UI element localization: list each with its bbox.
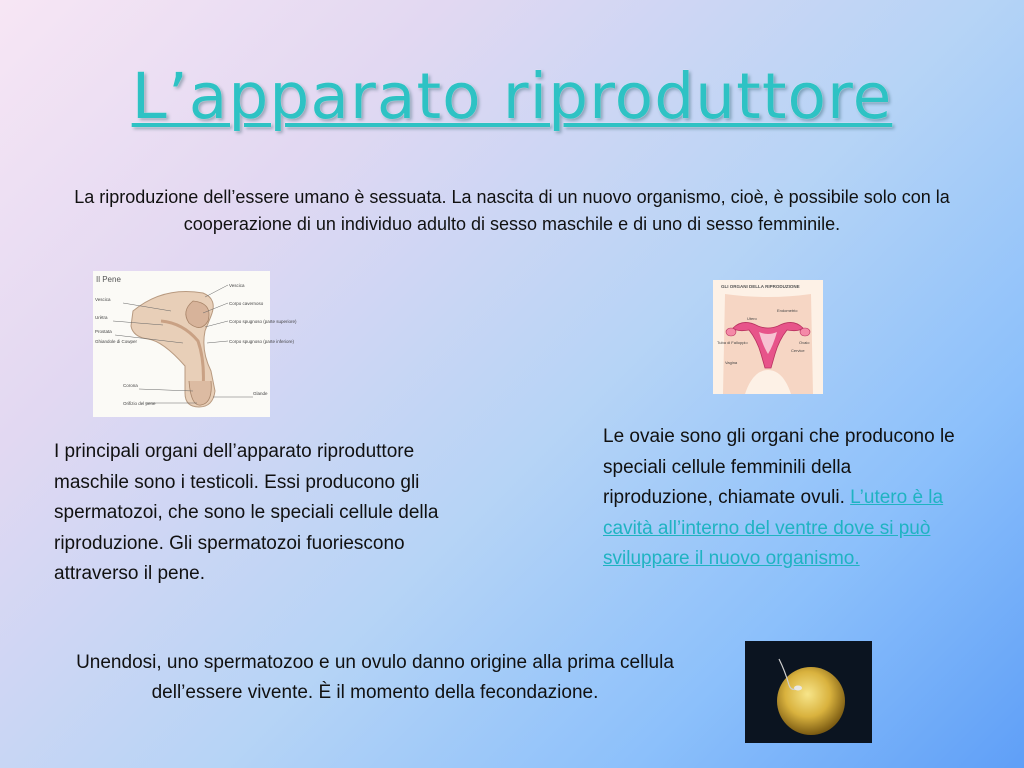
egg-cell-drawing [745,641,872,743]
label-utero: Utero [747,316,757,321]
female-anatomy-drawing [713,280,823,394]
label-tuba: Tuba di Falloppio [717,340,748,345]
intro-paragraph: La riproduzione dell’essere umano è sessuata. La nascita di un nuovo organismo, cioè, è possibile solo con la cooperazione di un individuo adulto di sesso maschile e di uno di sesso femminile. [74,187,950,234]
male-anatomy-drawing [93,271,297,417]
label-cervice: Cervice [791,348,805,353]
label-vescica-right: Vescica [229,283,245,288]
label-corona: Corona [123,383,138,388]
label-prostata: Prostata [95,329,112,334]
fertilization-paragraph: Unendosi, uno spermatozoo e un ovulo danno origine alla prima cellula dell’essere vivente. È il momento della fecondazione. [76,652,674,703]
label-endometrio: Endometrio [777,308,798,313]
label-corpo-spugnoso-inf: Corpo spugnoso (parte inferiore) [229,339,295,344]
label-uretra: Urètra [95,315,108,320]
label-orifizio: Orifizio del pene [123,401,156,406]
female-organs-paragraph [603,422,963,575]
label-vagina: Vagina [725,360,738,365]
label-ovaio: Ovaio [799,340,810,345]
slide-title: L’apparato riproduttore [131,60,893,133]
diagram-heading: Il Pene [96,275,121,284]
label-vescica-left: Vescica [95,297,111,302]
egg-cell-photo [745,641,872,743]
label-corpo-cavernoso: Corpo cavernoso [229,301,264,306]
female-anatomy-diagram [713,280,823,394]
female-organs-text: Le ovaie sono gli organi che producono le speciali cellule femminili della riproduzione, chiamate ovuli. [603,426,955,508]
label-corpo-spugnoso-sup: Corpo spugnoso (parte superiore) [229,319,297,324]
uterus-link[interactable]: L’utero è la cavità all’interno del ventre dove si può sviluppare il nuovo organismo. [603,487,944,569]
male-organs-paragraph: I principali organi dell’apparato riproduttore maschile sono i testicoli. Essi producono gli spermatozoi, che sono le speciali cellule della riproduzione. Gli spermatozoi fuoriescono attraverso il pene. [54,441,439,584]
male-anatomy-diagram [93,271,297,417]
label-glande: Glande [253,391,268,396]
female-diagram-heading: GLI ORGANI DELLA RIPRODUZIONE [721,284,800,289]
label-cowper: Ghiandole di Cowper [95,339,138,344]
